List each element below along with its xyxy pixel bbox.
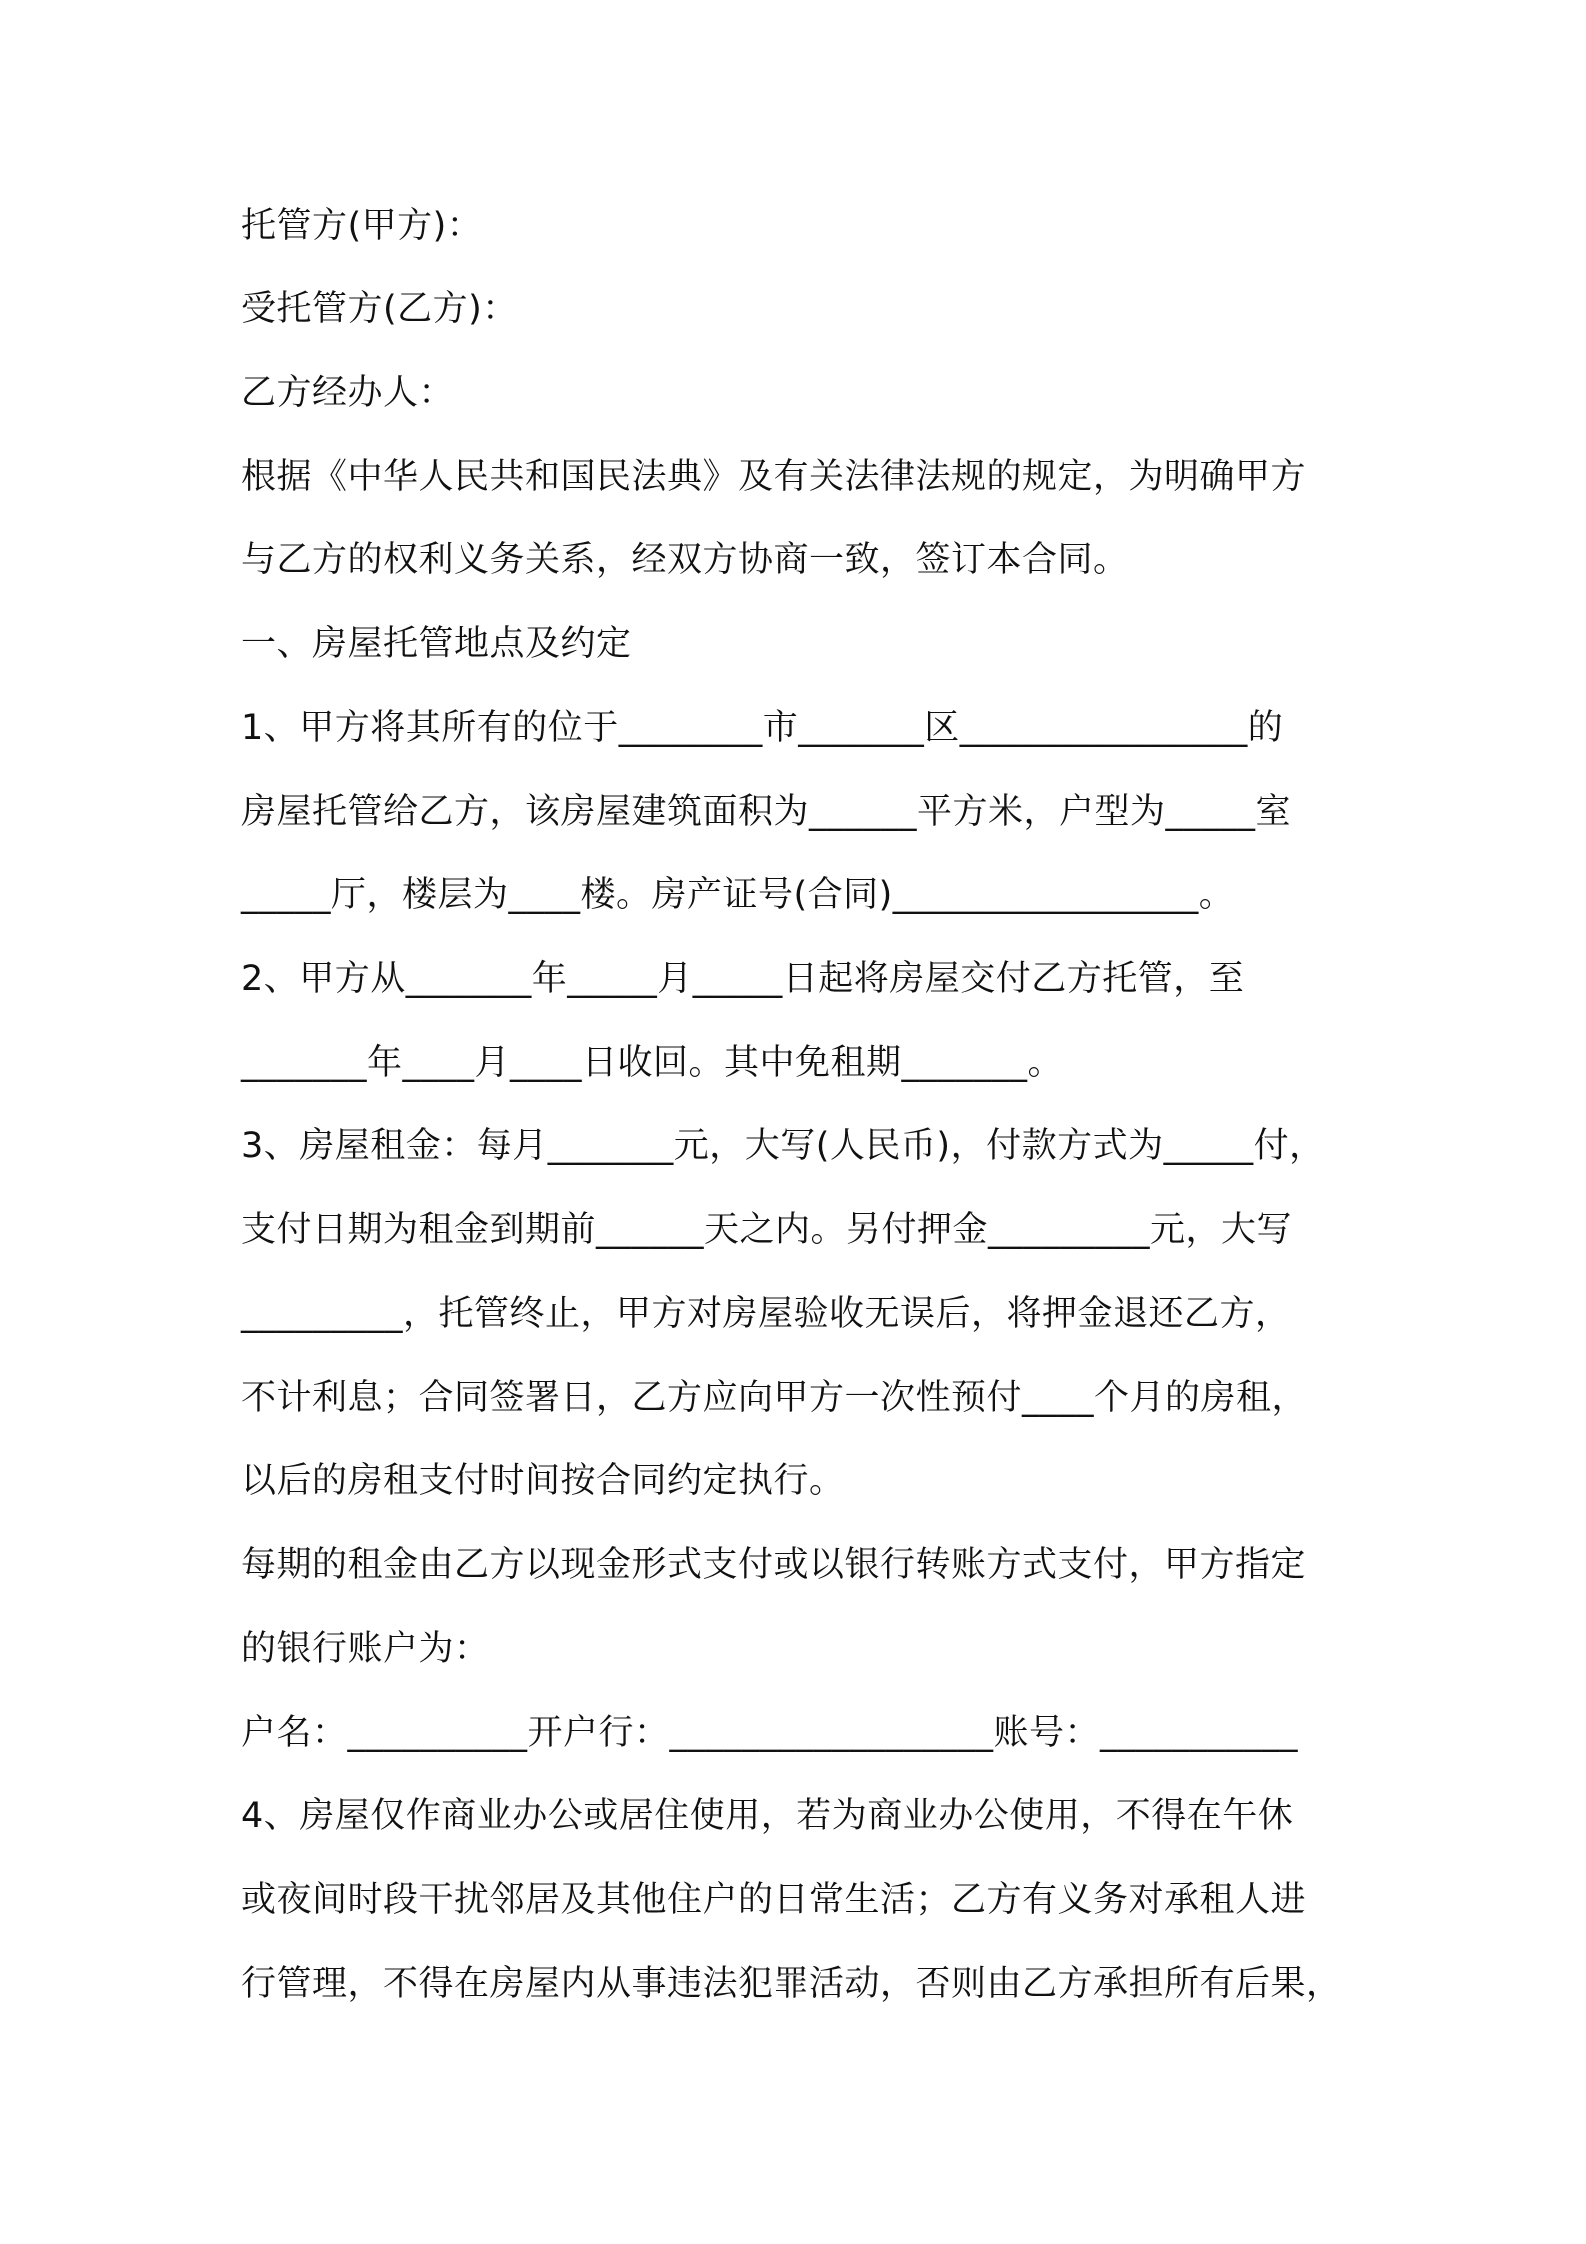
clause-4-line-1: 4、房屋仅作商业办公或居住使用，若为商业办公使用，不得在午休 xyxy=(241,1796,1294,1836)
section-heading-1: 一、房屋托管地点及约定 xyxy=(241,624,632,664)
preamble-line-1: 根据《中华人民共和国民法典》及有关法律法规的规定，为明确甲方 xyxy=(241,457,1307,497)
payment-line-2: 的银行账户为： xyxy=(241,1629,490,1669)
party-b-line: 受托管方(乙方)： xyxy=(241,289,518,329)
clause-2-line-2: _______年____月____日收回。其中免租期_______。 xyxy=(241,1043,1064,1083)
preamble-line-2: 与乙方的权利义务关系，经双方协商一致，签订本合同。 xyxy=(241,540,1129,580)
clause-4-line-3: 行管理，不得在房屋内从事违法犯罪活动，否则由乙方承担所有后果， xyxy=(241,1964,1342,2004)
clause-2-line-1: 2、甲方从_______年_____月_____日起将房屋交付乙方托管，至 xyxy=(241,959,1245,999)
clause-3-line-2: 支付日期为租金到期前______天之内。另付押金_________元，大写 xyxy=(241,1210,1293,1250)
clause-1-line-2: 房屋托管给乙方，该房屋建筑面积为______平方米，户型为_____室 xyxy=(241,792,1292,832)
clause-4-line-2: 或夜间时段干扰邻居及其他住户的日常生活；乙方有义务对承租人进 xyxy=(241,1880,1307,1920)
clause-1-line-1: 1、甲方将其所有的位于________市_______区________________的 xyxy=(241,708,1284,748)
clause-1-line-3: _____厅，楼层为____楼。房产证号(合同)_________________。 xyxy=(241,875,1235,915)
party-b-agent-line: 乙方经办人： xyxy=(241,373,455,413)
payment-line-1: 每期的租金由乙方以现金形式支付或以银行转账方式支付，甲方指定 xyxy=(241,1545,1307,1585)
bank-account-line: 户名：__________开户行：__________________账号：___________ xyxy=(241,1713,1299,1753)
clause-3-line-4: 不计利息；合同签署日，乙方应向甲方一次性预付____个月的房租， xyxy=(241,1378,1308,1418)
party-a-line: 托管方(甲方)： xyxy=(241,206,483,246)
clause-3-line-5: 以后的房租支付时间按合同约定执行。 xyxy=(241,1461,845,1501)
clause-3-line-1: 3、房屋租金：每月_______元，大写(人民币)，付款方式为_____付， xyxy=(241,1126,1325,1166)
clause-3-line-3: _________，托管终止，甲方对房屋验收无误后，将押金退还乙方， xyxy=(241,1294,1291,1334)
